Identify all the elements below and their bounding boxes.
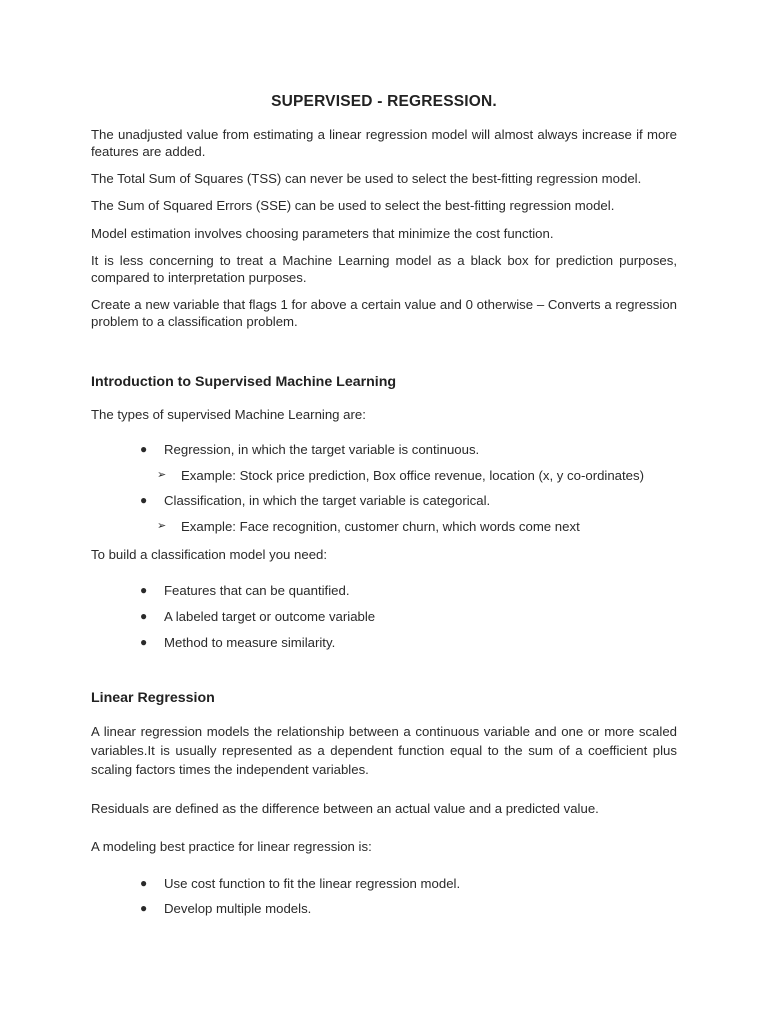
paragraph-new-variable: Create a new variable that flags 1 for above a certain value and 0 otherwise – Converts a regression problem to a classification problem. — [91, 297, 677, 329]
section-heading-intro-supervised-ml: Introduction to Supervised Machine Learning — [91, 374, 397, 390]
bullet-dot-icon: ● — [140, 583, 148, 597]
list-item-text: A labeled target or outcome variable — [164, 609, 376, 624]
bullet-dot-icon: ● — [140, 876, 148, 890]
sub-list-item-text: Example: Stock price prediction, Box office revenue, location (x, y co-ordinates) — [181, 468, 645, 483]
sub-list-item-text: Example: Face recognition, customer churn, which words come next — [181, 519, 580, 534]
bullet-dot-icon: ● — [140, 442, 148, 456]
paragraph-residuals: Residuals are defined as the difference between an actual value and a predicted value. — [91, 801, 599, 816]
arrowhead-icon: ➢ — [157, 469, 167, 481]
list-item-text: Develop multiple models. — [164, 901, 312, 916]
paragraph-model-estimation: Model estimation involves choosing parameters that minimize the cost function. — [91, 226, 554, 241]
section-heading-linear-regression: Linear Regression — [91, 690, 215, 706]
paragraph-tss: The Total Sum of Squares (TSS) can never be used to select the best-fitting regression model. — [91, 171, 642, 186]
list-item-text: Features that can be quantified. — [164, 583, 350, 598]
bullet-dot-icon: ● — [140, 609, 148, 623]
list-item-text: Classification, in which the target variable is categorical. — [164, 493, 491, 508]
list-item-text: Regression, in which the target variable is continuous. — [164, 442, 480, 457]
document-title: SUPERVISED - REGRESSION. — [271, 93, 497, 110]
paragraph-adjusted-value: The unadjusted value from estimating a linear regression model will almost always increase if more features are added. — [91, 127, 677, 159]
list-item-text: Method to measure similarity. — [164, 635, 336, 650]
bullet-dot-icon: ● — [140, 493, 148, 507]
bullet-dot-icon: ● — [140, 901, 148, 915]
paragraph-best-practice-lead: A modeling best practice for linear regression is: — [91, 839, 372, 854]
paragraph-sse: The Sum of Squared Errors (SSE) can be used to select the best-fitting regression model. — [91, 198, 615, 213]
paragraph-linear-regression-definition: A linear regression models the relationship between a continuous variable and one or more scaled variables.It is usually represented as a dependent function equal to the sum of a coefficient plus scaling factors times the independent variables. — [91, 724, 677, 777]
paragraph-types-lead: The types of supervised Machine Learning are: — [91, 407, 366, 422]
paragraph-black-box: It is less concerning to treat a Machine Learning model as a black box for prediction purposes, compared to interpretation purposes. — [91, 253, 677, 285]
paragraph-classification-lead: To build a classification model you need: — [91, 547, 328, 562]
arrowhead-icon: ➢ — [157, 520, 167, 532]
list-item-text: Use cost function to fit the linear regression model. — [164, 876, 461, 891]
bullet-dot-icon: ● — [140, 635, 148, 649]
